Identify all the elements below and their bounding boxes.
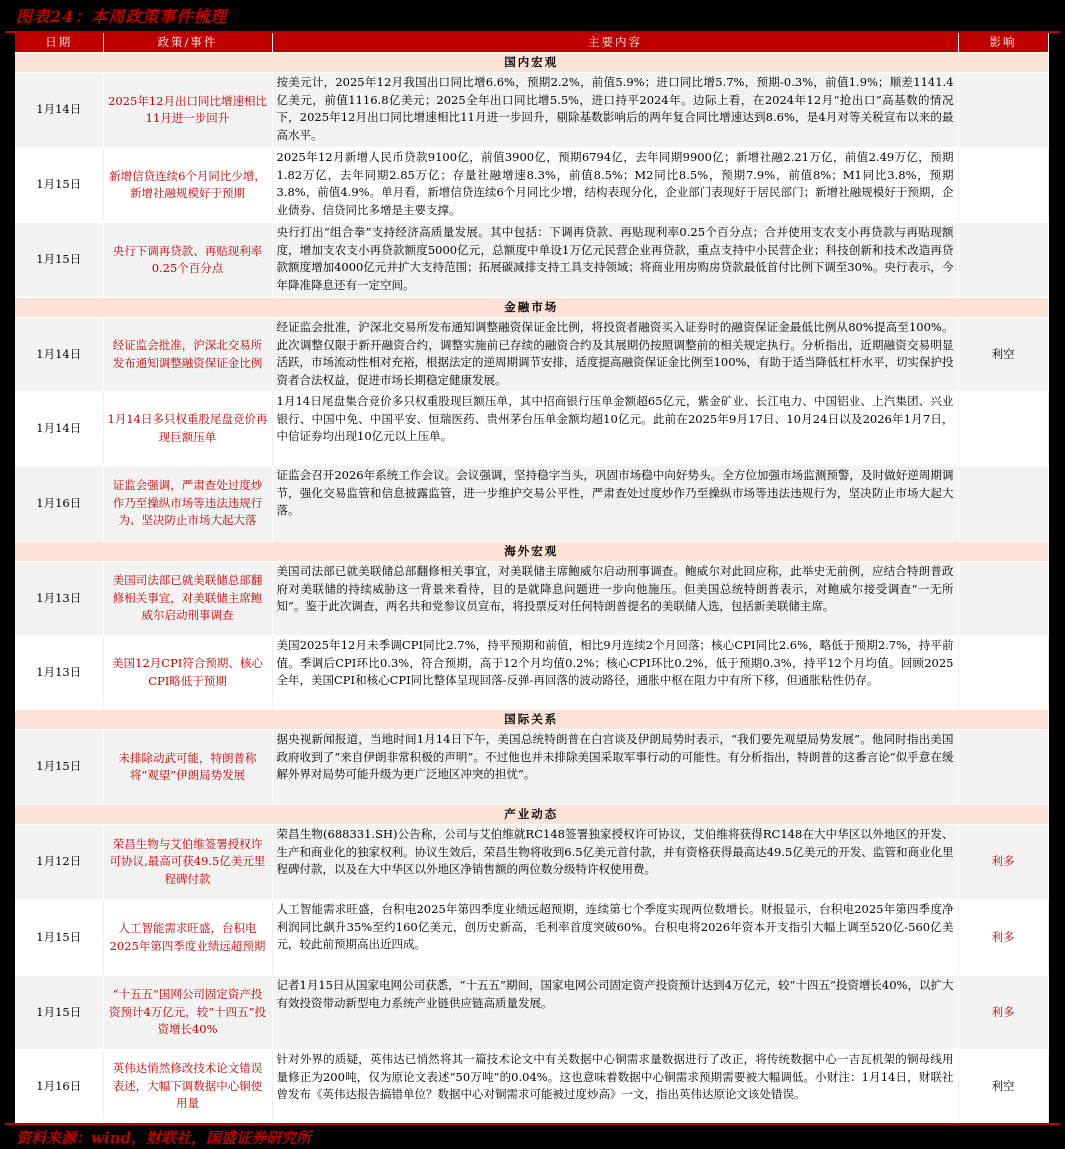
row-impact: 利多 (958, 825, 1048, 900)
row-content: 证监会召开2026年系统工作会议。会议强调，坚持稳字当头，巩固市场稳中向好势头。全方位加强市场监测预警，及时做好逆周期调节，强化交易监管和信息披露监管，进一步维护交易公平性，严肃查处过度炒作乃至操纵市场等违法违规行为，坚决防止市场大起大落。 (272, 466, 958, 542)
table-row (15, 636, 1048, 710)
section-row-financial-markets (15, 298, 1048, 318)
row-content: 美国司法部已就美联储总部翻修相关事宜，对美联储主席鲍威尔启动刑事调查。鲍威尔对此回应称，此举史无前例，应结合特朗普政府对美联储的持续威胁这一背景来看待，目的是就降息问题进一步向他施压。但美国总统特朗普表示，对鲍威尔接受调查“一无所知”。鉴于此次调查，两名共和党参议员宣布，将投票反对任何特朗普提名的美联储人选，包括新美联储主席。 (272, 562, 958, 636)
row-date: 1月14日 (15, 73, 103, 148)
row-policy: 证监会强调，严肃查处过度炒作乃至操纵市场等违法违规行为、坚决防止市场大起大落 (103, 466, 272, 542)
section-row-international-relations (15, 710, 1048, 730)
table-row (15, 1050, 1048, 1124)
row-content: 据央视新闻报道，当地时间1月14日下午，美国总统特朗普在白宫谈及伊朗局势时表示，“我们要先观望局势发展”。他同时指出美国政府收到了“来自伊朗非常积极的声明”。不过他也并未排除美国采取军事行动的可能性。有分析指出，特朗普的这番言论“似乎意在缓解外界对局势可能升级为更广泛地区冲突的担忧”。 (272, 730, 958, 805)
row-date: 1月16日 (15, 466, 103, 542)
row-date: 1月14日 (15, 392, 103, 466)
row-policy: 人工智能需求旺盛，台积电2025年第四季度业绩远超预期 (103, 900, 272, 976)
row-date: 1月16日 (15, 1050, 103, 1124)
row-date: 1月13日 (15, 562, 103, 636)
row-content: 记者1月15日从国家电网公司获悉，“十五五”期间，国家电网公司固定资产投资预计达到4万亿元，较“十四五”投资增长40%，以扩大有效投资带动新型电力系统产业链供应链高质量发展。 (272, 976, 958, 1050)
section-title: 金融市场 (15, 298, 1048, 318)
row-policy: “十五五”国网公司固定资产投资预计4万亿元，较“十四五”投资增长40% (103, 976, 272, 1050)
row-date: 1月13日 (15, 636, 103, 710)
row-content: 人工智能需求旺盛，台积电2025年第四季度业绩远超预期，连续第七个季度实现两位数增长。财报显示，台积电2025年第四季度净利润同比飙升35%至约160亿美元，创历史新高，毛利率首度突破60%。台积电将2026年资本开支指引大幅上调至520亿-560亿美元，较此前预期高出近四成。 (272, 900, 958, 976)
row-impact (958, 636, 1048, 710)
row-policy: 经证监会批准，沪深北交易所发布通知调整融资保证金比例 (103, 318, 272, 392)
bottom-divider (5, 1123, 1060, 1125)
row-policy: 新增信贷连续6个月同比少增，新增社融规模好于预期 (103, 148, 272, 223)
row-date: 1月15日 (15, 148, 103, 223)
row-impact (958, 223, 1048, 298)
header-policy: 政策/事件 (103, 33, 272, 53)
section-title: 国内宏观 (15, 53, 1048, 73)
row-date: 1月15日 (15, 223, 103, 298)
row-policy: 1月14日多只权重股尾盘竞价再现巨额压单 (103, 392, 272, 466)
row-content: 针对外界的质疑，英伟达已悄然将其一篇技术论文中有关数据中心铜需求量数据进行了改正，将传统数据中心一吉瓦机架的铜母线用量修正为200吨，仅为原论文表述“50万吨”的0.04%。这也意味着数据中心铜需求预期需要被大幅调低。小财注：1月14日，财联社曾发布《英伟达报告搞错单位？数据中心对铜需求可能被过度炒高》一文，指出英伟达原论文该处错误。 (272, 1050, 958, 1124)
row-impact (958, 730, 1048, 805)
row-date: 1月14日 (15, 318, 103, 392)
table-row (15, 73, 1048, 148)
row-date: 1月12日 (15, 825, 103, 900)
table-row (15, 466, 1048, 542)
row-policy: 2025年12月出口同比增速相比11月进一步回升 (103, 73, 272, 148)
row-date: 1月15日 (15, 730, 103, 805)
row-content: 按美元计，2025年12月我国出口同比增6.6%，预期2.2%，前值5.9%；进口同比增5.7%，预期-0.3%，前值1.9%；顺差1141.4亿美元，前值1116.8亿美元；2025全年出口同比增5.5%，进口持平2024年。边际上看，在2024年12月“抢出口”高基数的情况下，2025年12月出口同比增速相比11月进一步回升，剔除基数影响后的两年复合同比增速达到8.6%，是4月对等关税宣布以来的最高水平。 (272, 73, 958, 148)
row-content: 荣昌生物(688331.SH)公告称，公司与艾伯维就RC148签署独家授权许可协议，艾伯维将获得RC148在大中华区以外地区的开发、生产和商业化的独家权利。协议生效后，荣昌生物将收到6.5亿美元首付款，并有资格获得最高达49.5亿美元的开发、监管和商业化里程碑付款，以及在大中华区以外地区净销售额的两位数分级特许权使用费。 (272, 825, 958, 900)
table-header-row (15, 33, 1048, 53)
table-row (15, 900, 1048, 976)
row-content: 美国2025年12月未季调CPI同比2.7%，持平预期和前值，相比9月连续2个月回落；核心CPI同比2.6%，略低于预期2.7%，持平前值。季调后CPI环比0.3%，符合预期，高于12个月均值0.2%；核心CPI环比0.2%，低于预期0.3%，持平12个月均值。回顾2025全年，美国CPI和核心CPI同比整体呈现回落-反弹-再回落的波动路径，通胀中枢在阻力中有所下移，但通胀粘性仍存。 (272, 636, 958, 710)
table-row (15, 825, 1048, 900)
source-note: 资料来源：wind，财联社，国盛证券研究所 (16, 1129, 312, 1147)
table-row (15, 392, 1048, 466)
section-title: 国际关系 (15, 710, 1048, 730)
row-impact: 利多 (958, 976, 1048, 1050)
header-content: 主要内容 (272, 33, 958, 53)
row-impact (958, 466, 1048, 542)
section-row-industry-news (15, 805, 1048, 825)
row-content: 1月14日尾盘集合竞价多只权重股现巨额压单，其中招商银行压单金额超65亿元，紫金矿业、长江电力、中国铝业、上汽集团、兴业银行、中国中免、中国平安、恒瑞医药、贵州茅台压单金额均超10亿元。此前在2025年9月17日、10月24日以及2026年1月7日，中信证券均出现10亿元以上压单。 (272, 392, 958, 466)
row-policy: 英伟达悄然修改技术论文错误表述，大幅下调数据中心铜使用量 (103, 1050, 272, 1124)
section-title: 海外宏观 (15, 542, 1048, 562)
policy-events-table (15, 33, 1049, 1124)
row-policy: 央行下调再贷款、再贴现利率0.25个百分点 (103, 223, 272, 298)
row-impact (958, 392, 1048, 466)
figure-title: 图表24：本周政策事件梳理 (16, 7, 228, 26)
row-date: 1月15日 (15, 976, 103, 1050)
row-policy: 美国司法部已就美联储总部翻修相关事宜，对美联储主席鲍威尔启动刑事调查 (103, 562, 272, 636)
header-date: 日期 (15, 33, 103, 53)
row-content: 经证监会批准，沪深北交易所发布通知调整融资保证金比例，将投资者融资买入证券时的融资保证金最低比例从80%提高至100%。此次调整仅限于新开融资合约，调整实施前已存续的融资合约及其展期仍按照调整前的相关规定执行。分析指出，近期融资交易明显活跃，市场流动性相对充裕，根据法定的逆周期调节安排，适度提高融资保证金比例至100%，有助于适当降低杠杆水平，切实保护投资者合法权益，促进市场长期稳定健康发展。 (272, 318, 958, 392)
row-content: 2025年12月新增人民币贷款9100亿，前值3900亿，预期6794亿，去年同期9900亿；新增社融2.21万亿，前值2.49万亿，预期1.82万亿，去年同期2.85万亿；存量社融增速8.3%，前值8.5%；M2同比8.5%，预期7.9%，前值8%；M1同比3.8%，预期3.8%，前值4.9%。单月看，新增信贷连续6个月同比少增，结构表现分化，企业部门表现好于居民部门；新增社融规模好于预期，企业债券、信贷同比多增是主要支撑。 (272, 148, 958, 223)
row-impact (958, 562, 1048, 636)
table-row (15, 318, 1048, 392)
row-impact: 利空 (958, 1050, 1048, 1124)
row-policy: 未排除动武可能，特朗普称将“观望”伊朗局势发展 (103, 730, 272, 805)
section-row-overseas-macro (15, 542, 1048, 562)
row-policy: 荣昌生物与艾伯维签署授权许可协议,最高可获49.5亿美元里程碑付款 (103, 825, 272, 900)
table-row (15, 223, 1048, 298)
header-impact: 影响 (958, 33, 1048, 53)
table-row (15, 730, 1048, 805)
row-policy: 美国12月CPI符合预期、核心CPI略低于预期 (103, 636, 272, 710)
row-impact: 利空 (958, 318, 1048, 392)
row-impact (958, 148, 1048, 223)
section-title: 产业动态 (15, 805, 1048, 825)
section-row-domestic-macro (15, 53, 1048, 73)
table-row (15, 562, 1048, 636)
table-row (15, 148, 1048, 223)
row-impact: 利多 (958, 900, 1048, 976)
row-impact (958, 73, 1048, 148)
table-row (15, 976, 1048, 1050)
row-date: 1月15日 (15, 900, 103, 976)
row-content: 央行打出“组合拳”支持经济高质量发展。其中包括：下调再贷款、再贴现利率0.25个百分点；合并使用支农支小再贷款与再贴现额度，增加支农支小再贷款额度5000亿元，总额度中单设1万亿元民营企业再贷款，重点支持中小民营企业；科技创新和技术改造再贷款额度增加4000亿元并扩大支持范围；拓展碳减排支持工具支持领域；将商业用房购房贷款最低首付比例下调至30%。央行表示，今年降准降息还有一定空间。 (272, 223, 958, 298)
